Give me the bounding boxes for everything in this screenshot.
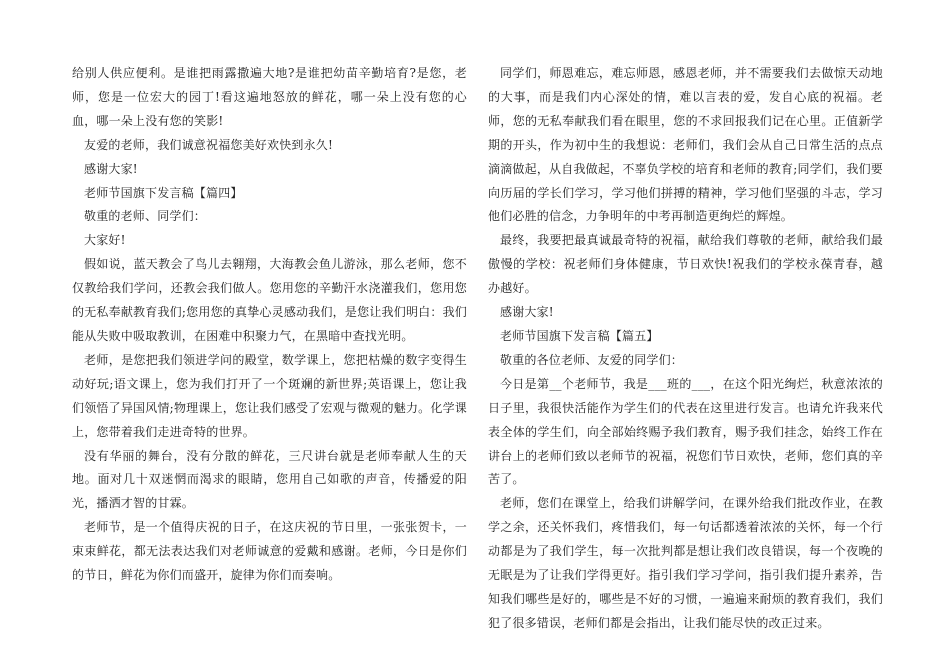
paragraph: 友爱的老师，我们诚意祝福您美好欢快到永久! [84,137,334,152]
right-column [488,62,883,636]
paragraph: 假如说，蓝天教会了鸟儿去翱翔，大海教会鱼儿游泳，那么老师，您不仅教给我们学问，还教会我们做人。您用您的辛勤汗水浇灌我们，您用您的无私奉献教育我们;您用您的真挚心灵感动我们，是您让我们明白：我们能从失败中吸取教训，在困难中积聚力气，在黑暗中查找光明。 [72,257,467,343]
salutation: 敬重的各位老师、友爱的同学们： [500,352,684,367]
section-heading: 老师节国旗下发言稿【篇五】 [500,328,659,343]
greeting: 大家好! [84,233,126,248]
paragraph: 老师节，是一个值得庆祝的日子，在这庆祝的节日里，一张张贺卡，一束束鲜花，都无法表达我们对老师诚意的爱戴和感谢。老师，今日是你们的节日，鲜花为你们而盛开，旋律为你们而奏响。 [72,520,467,583]
paragraph: 没有华丽的舞台，没有分散的鲜花，三尺讲台就是老师奉献人生的天地。面对几十双迷惘而渴求的眼睛，您用自己如歌的声音，传播爱的阳光，播洒才智的甘霖。 [72,448,467,511]
paragraph: 感谢大家! [500,305,554,320]
paragraph: 今日是第__个老师节，我是___班的___，在这个阳光绚烂，秋意浓浓的日子里，我很快活能作为学生们的代表在这里进行发言。也请允许我来代表全体的学生们，向全部始终赐予我们教育，赐予我们挂念，始终工作在讲台上的老师们致以老师节的祝福，祝您们节日欢快，老师，您们真的辛苦了。 [488,376,883,487]
section-heading: 老师节国旗下发言稿【篇四】 [84,185,243,200]
paragraph: 老师，是您把我们领进学问的殿堂，数学课上，您把枯燥的数字变得生动好玩;语文课上，您为我们打开了一个斑斓的新世界;英语课上，您让我们领悟了异国风情;物理课上，您让我们感受了宏观与微观的魅力。化学课上，您带着我们走进奇特的世界。 [72,352,467,439]
paragraph: 最终，我要把最真诚最奇特的祝福，献给我们尊敬的老师，献给我们最傲慢的学校：祝老师们身体健康，节日欢快!祝我们的学校永葆青春，越办越好。 [488,233,883,296]
paragraph: 老师，您们在课堂上，给我们讲解学问，在课外给我们批改作业，在教学之余，还关怀我们，疼惜我们，每一句话都透着浓浓的关怀，每一个行动都是为了我们学生，每一次批判都是想让我们改良错误，每一个夜晚的无眠是为了让我们学得更好。指引我们学习学问，指引我们提升素养，告知我们哪些是好的，哪些是不好的习惯，一遍遍来耐烦的教育我们，我们犯了很多错误，老师们都是会指出，让我们能尽快的改正过来。 [488,496,883,630]
paragraph: 感谢大家! [84,161,138,176]
paragraph: 给别人供应便利。是谁把雨露撒遍大地?是谁把幼苗辛勤培育?是您，老师，您是一位宏大的园丁!看这遍地怒放的鲜花，哪一朵上没有您的心血，哪一朵上没有您的笑影! [72,66,467,128]
paragraph: 同学们，师恩难忘，难忘师恩，感恩老师，并不需要我们去做惊天动地的大事，而是我们内心深处的情，难以言表的爱，发自心底的祝福。老师，您的无私奉献我们看在眼里，您的不求回报我们记在心里。正值新学期的开头，作为初中生的我想说：老师们，我们会从自己日常生活的点点滴滴做起，从自我做起，不辜负学校的培育和老师的教育;同学们，我们要向历届的学长们学习，学习他们拼搏的精神，学习他们坚强的斗志，学习他们必胜的信念，力争明年的中考再制造更绚烂的辉煌。 [488,66,883,224]
salutation: 敬重的老师、同学们： [84,209,207,224]
left-column [72,62,467,588]
